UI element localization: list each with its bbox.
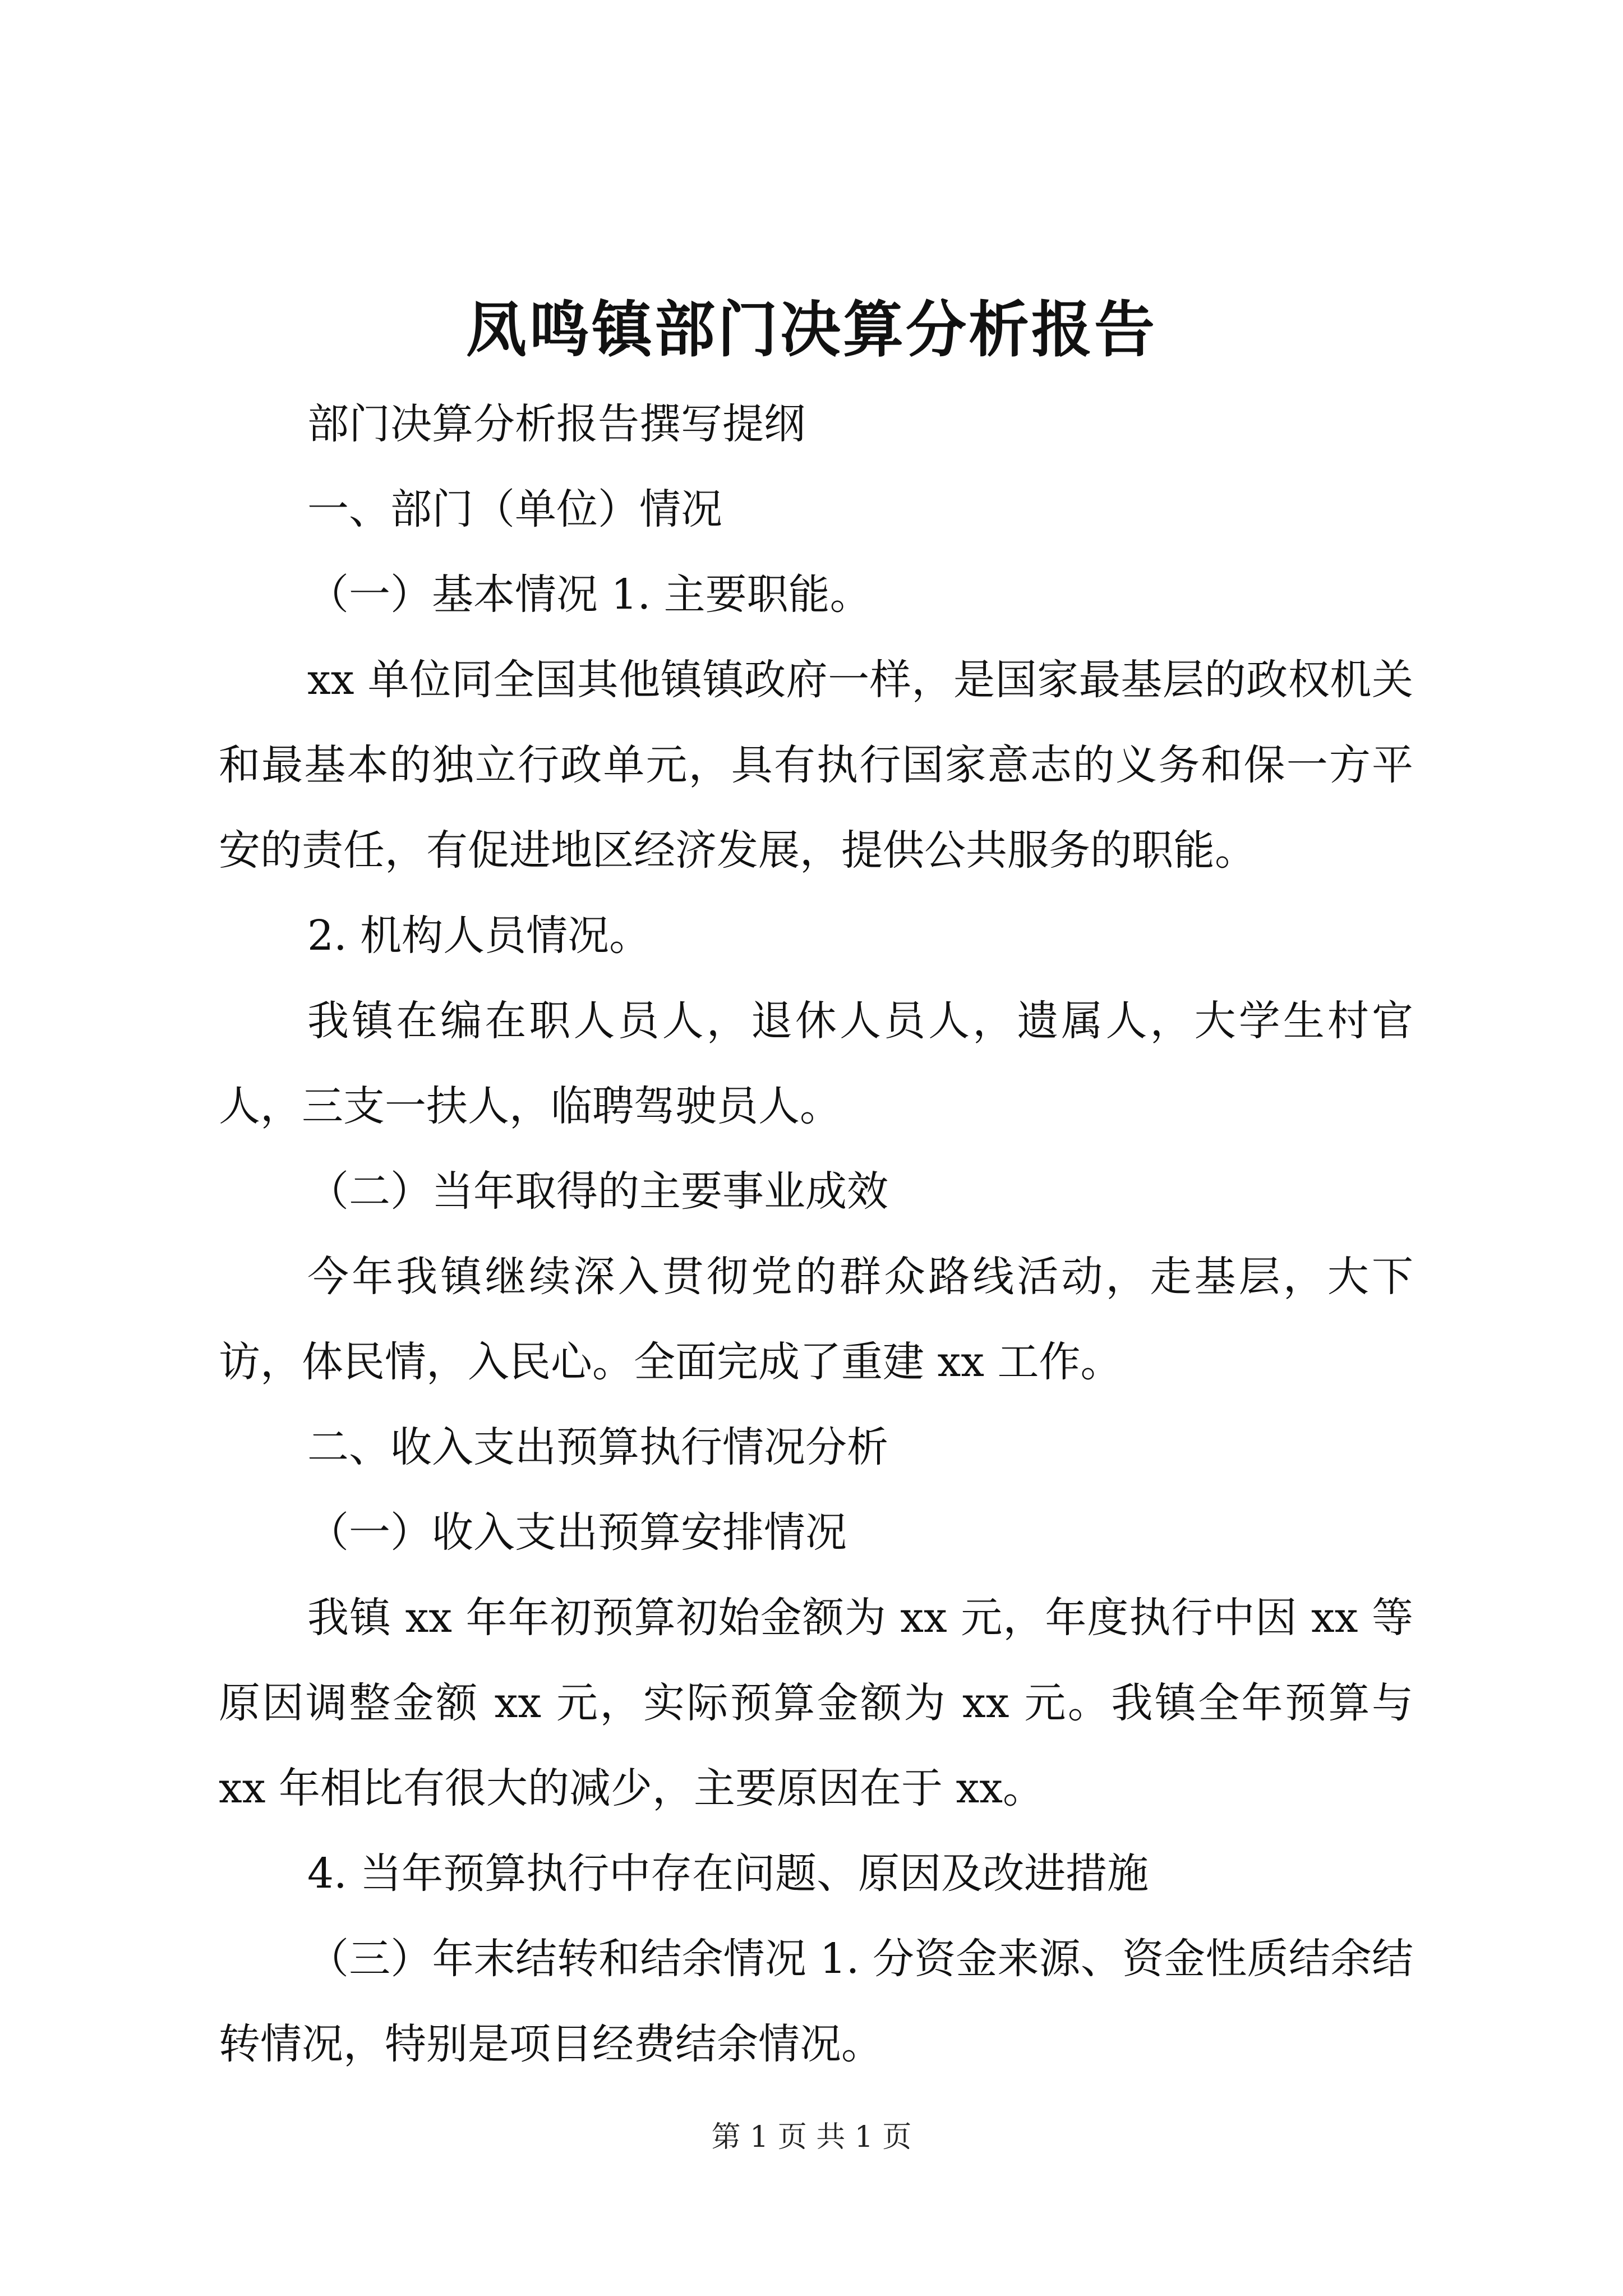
- paragraph-section-2: 二、收入支出预算执行情况分析: [307, 1423, 888, 1471]
- document-body: [219, 381, 1413, 2087]
- paragraph-staffing: 我镇在编在职人员人，退休人员人，遗属人，大学生村官人，三支一扶人，临聘驾驶员人。: [219, 997, 1413, 1130]
- paragraph-achievements-heading: （二）当年取得的主要事业成效: [307, 1167, 888, 1216]
- paragraph-budget-arrangement-heading: （一）收入支出预算安排情况: [307, 1508, 847, 1557]
- paragraph-budget-issues: 4. 当年预算执行中存在问题、原因及改进措施: [307, 1849, 1149, 1898]
- paragraph-budget-arrangement: 我镇 xx 年年初预算初始金额为 xx 元，年度执行中因 xx 等原因调整金额 xx 元，实际预算金额为 xx 元。我镇全年预算与 xx 年相比有很大的减少，主要原因在于 xx。: [219, 1594, 1413, 1812]
- paragraph-main-functions: xx 单位同全国其他镇镇政府一样，是国家最基层的政权机关和最基本的独立行政单元，具有执行国家意志的义务和保一方平安的责任，有促进地区经济发展，提供公共服务的职能。: [219, 656, 1413, 875]
- paragraph-basic-info: （一）基本情况 1. 主要职能。: [307, 570, 872, 619]
- document-title: 凤鸣镇部门决算分析报告: [465, 295, 1157, 365]
- paragraph-year-end-balance: （三）年末结转和结余情况 1. 分资金来源、资金性质结余结转情况，特别是项目经费结余情况。: [219, 1935, 1413, 2068]
- page-footer: 第 1 页 共 1 页: [711, 2120, 912, 2154]
- paragraph-outline-heading: 部门决算分析报告撰写提纲: [307, 400, 805, 448]
- paragraph-section-1: 一、部门（单位）情况: [307, 485, 722, 533]
- paragraph-staffing-heading: 2. 机构人员情况。: [307, 912, 651, 960]
- paragraph-achievements: 今年我镇继续深入贯彻党的群众路线活动，走基层，大下访，体民情，入民心。全面完成了重建 xx 工作。: [219, 1253, 1413, 1386]
